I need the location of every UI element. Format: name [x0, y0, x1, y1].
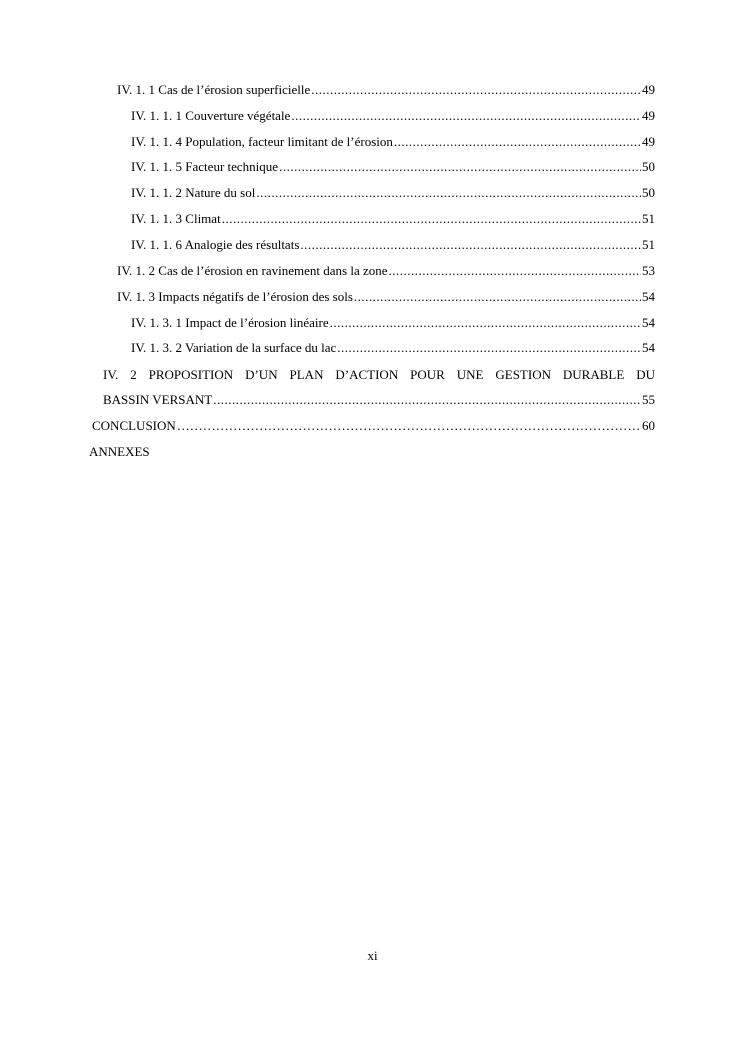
- page-number: xi: [367, 948, 378, 963]
- toc-entry-page: 54: [642, 315, 655, 330]
- toc-entry-page: 50: [642, 185, 655, 200]
- toc-entry: [131, 210, 655, 228]
- toc-entry-page: 60: [642, 418, 655, 433]
- toc-entry-label: IV. 1. 2 Cas de l’érosion en ravinement dans la zone: [117, 263, 388, 278]
- toc-entry: [131, 133, 655, 151]
- toc-entry: [131, 314, 655, 332]
- toc-entry-label: IV. 1. 1. 4 Population, facteur limitant de l’érosion: [131, 134, 393, 149]
- toc-entry-page: 53: [642, 263, 655, 278]
- toc-entry-label: IV. 1. 1. 5 Facteur technique: [131, 159, 279, 174]
- toc-entry-label: IV. 1. 1. 6 Analogie des résultats: [131, 237, 300, 252]
- toc-entry-page: 54: [642, 289, 655, 304]
- toc-entry-page: 51: [642, 211, 655, 226]
- toc-entry-label: IV. 1. 3. 1 Impact de l’érosion linéaire: [131, 315, 329, 330]
- toc-entry-label: IV. 1. 1. 3 Climat: [131, 211, 221, 226]
- toc-leader-dots: [330, 314, 641, 332]
- toc-leader-dots: [279, 158, 641, 176]
- toc-entry: [117, 81, 655, 99]
- toc-leader-dots: [291, 107, 641, 125]
- toc-entry-page: 50: [642, 159, 655, 174]
- toc-entry-page: 55: [642, 392, 655, 407]
- toc-entry: [131, 236, 655, 254]
- toc-entry-page: 51: [642, 237, 655, 252]
- toc-leader-dots: [177, 417, 641, 435]
- toc-entry-label: BASSIN VERSANT: [103, 392, 213, 407]
- toc-leader-dots: [222, 210, 641, 228]
- toc-entry-page: 49: [642, 134, 655, 149]
- toc-entry: [103, 391, 655, 409]
- toc-leader-dots: [213, 391, 641, 409]
- toc-proposition-heading: IV. 2 PROPOSITION D’UN PLAN D’ACTION POUR UNE GESTION DURABLE DU: [103, 367, 655, 382]
- toc-leader-dots: [337, 339, 641, 357]
- toc-entry: [131, 107, 655, 125]
- toc-entry-page: 54: [642, 340, 655, 355]
- toc-entry-label: IV. 1. 1. 2 Nature du sol: [131, 185, 256, 200]
- toc-entry-label: CONCLUSION: [92, 418, 176, 433]
- toc-entry-label: IV. 1. 1 Cas de l’érosion superficielle: [117, 82, 311, 97]
- toc-entry: [117, 288, 655, 306]
- toc-entry-label: IV. 1. 3 Impacts négatifs de l’érosion des sols: [117, 289, 353, 304]
- toc-entry-page: 49: [642, 108, 655, 123]
- toc-annexes: ANNEXES: [89, 444, 150, 459]
- toc-leader-dots: [389, 262, 641, 280]
- toc-entry-label: IV. 1. 1. 1 Couverture végétale: [131, 108, 291, 123]
- toc-entry: [117, 262, 655, 280]
- toc-entry: [131, 184, 655, 202]
- toc-leader-dots: [354, 288, 641, 306]
- toc-entry: [92, 417, 655, 435]
- toc-entry-page: 49: [642, 82, 655, 97]
- toc-entry: [131, 158, 655, 176]
- toc-leader-dots: [256, 184, 641, 202]
- toc-leader-dots: [300, 236, 641, 254]
- toc-entry-label: IV. 1. 3. 2 Variation de la surface du lac: [131, 340, 337, 355]
- toc-leader-dots: [311, 81, 641, 99]
- toc-leader-dots: [394, 133, 641, 151]
- toc-entry: [131, 339, 655, 357]
